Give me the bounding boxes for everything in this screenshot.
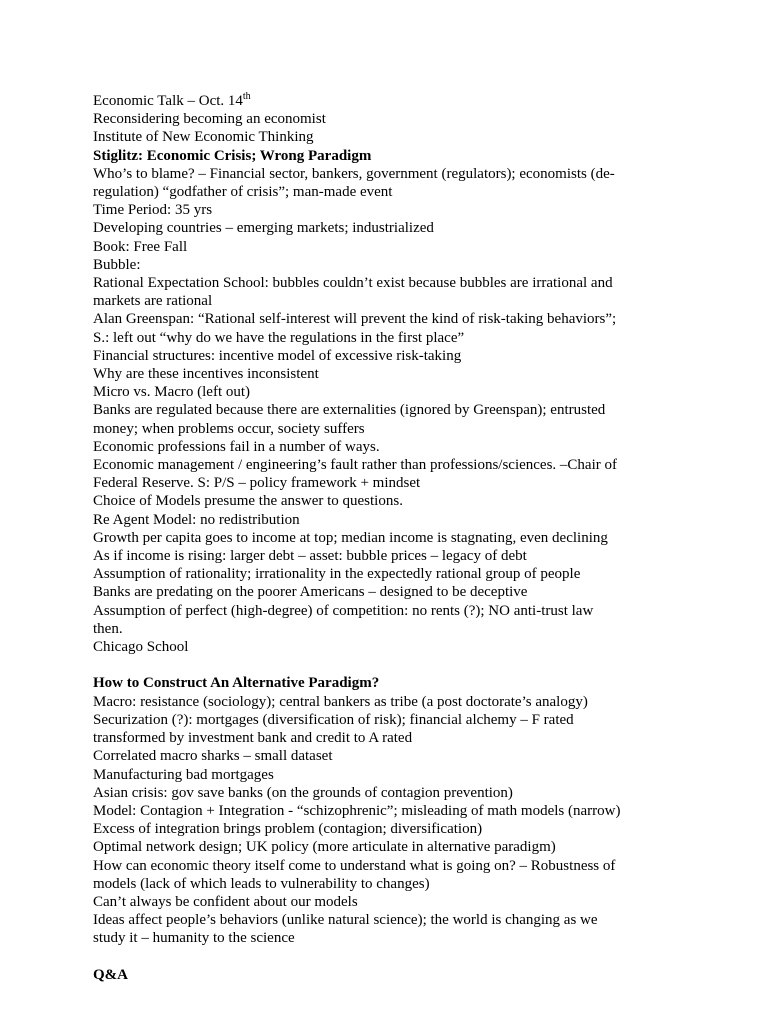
text-line: Who’s to blame? – Financial sector, bankers, government (regulators); economists (de- [93, 165, 615, 182]
text-line: S.: left out “why do we have the regulations in the first place” [93, 329, 465, 346]
section-gap [93, 948, 688, 966]
text-line: Why are these incentives inconsistent [93, 366, 319, 383]
section-body-stiglitz [93, 165, 688, 656]
title-superscript: th [242, 91, 251, 102]
text-line: Chicago School [93, 639, 189, 656]
document-title [93, 92, 688, 110]
text-line: Macro: resistance (sociology); central bankers as tribe (a post doctorate’s analogy) [93, 693, 588, 710]
text-line: study it – humanity to the science [93, 930, 295, 947]
text-line: regulation) “godfather of crisis”; man-made event [93, 184, 393, 201]
text-line: Can’t always be confident about our models [93, 893, 358, 910]
text-line: Financial structures: incentive model of excessive risk-taking [93, 347, 462, 364]
text-line: Rational Expectation School: bubbles couldn’t exist because bubbles are irrational and [93, 275, 613, 292]
text-line: Optimal network design; UK policy (more articulate in alternative paradigm) [93, 839, 556, 856]
text-line: As if income is rising: larger debt – asset: bubble prices – legacy of debt [93, 548, 527, 565]
text-line: Economic professions fail in a number of ways. [93, 438, 380, 455]
institute-line: Institute of New Economic Thinking [93, 129, 314, 146]
text-line: Economic management / engineering’s fault rather than professions/sciences. –Chair of [93, 457, 617, 474]
title-text: Economic Talk – Oct. 14 [93, 93, 243, 109]
text-line: Developing countries – emerging markets; industrialized [93, 220, 434, 237]
text-line: Securization (?): mortgages (diversification of risk); financial alchemy – F rated [93, 711, 574, 728]
text-line: Ideas affect people’s behaviors (unlike natural science); the world is changing as we [93, 912, 598, 929]
text-line: Model: Contagion + Integration - “schizophrenic”; misleading of math models (narrow) [93, 802, 621, 819]
text-line: How can economic theory itself come to understand what is going on? – Robustness of [93, 857, 616, 874]
section-heading-stiglitz: Stiglitz: Economic Crisis; Wrong Paradigm [93, 147, 372, 164]
text-line: money; when problems occur, society suffers [93, 420, 365, 437]
text-line: Micro vs. Macro (left out) [93, 384, 251, 401]
section-heading-alternative-paradigm: How to Construct An Alternative Paradigm? [93, 675, 380, 692]
text-line: Banks are predating on the poorer Americans – designed to be deceptive [93, 584, 528, 601]
text-line: Assumption of perfect (high-degree) of competition: no rents (?); NO anti-trust law [93, 602, 594, 619]
text-line: Time Period: 35 yrs [93, 202, 213, 219]
text-line: transformed by investment bank and credit to A rated [93, 730, 413, 747]
text-line: Growth per capita goes to income at top; median income is stagnating, even declining [93, 529, 608, 546]
text-line: models (lack of which leads to vulnerability to changes) [93, 875, 430, 892]
text-line: Federal Reserve. S: P/S – policy framework + mindset [93, 475, 421, 492]
text-line: Re Agent Model: no redistribution [93, 511, 300, 528]
text-line: Manufacturing bad mortgages [93, 766, 274, 783]
text-line: Excess of integration brings problem (contagion; diversification) [93, 821, 483, 838]
text-line: Book: Free Fall [93, 238, 188, 255]
text-line: Correlated macro sharks – small dataset [93, 748, 333, 765]
subtitle-line: Reconsidering becoming an economist [93, 111, 326, 128]
text-line: Banks are regulated because there are externalities (ignored by Greenspan); entrusted [93, 402, 606, 419]
section-gap [93, 656, 688, 674]
text-line: Bubble: [93, 256, 141, 273]
text-line: Assumption of rationality; irrationality in the expectedly rational group of people [93, 566, 581, 583]
text-line: Asian crisis: gov save banks (on the grounds of contagion prevention) [93, 784, 513, 801]
section-heading-qa: Q&A [93, 966, 128, 983]
section-body-alternative-paradigm [93, 693, 688, 948]
text-line: Alan Greenspan: “Rational self-interest will prevent the kind of risk-taking behaviors”; [93, 311, 617, 328]
text-line: Choice of Models presume the answer to questions. [93, 493, 403, 510]
text-line: then. [93, 620, 123, 637]
text-line: markets are rational [93, 293, 213, 310]
